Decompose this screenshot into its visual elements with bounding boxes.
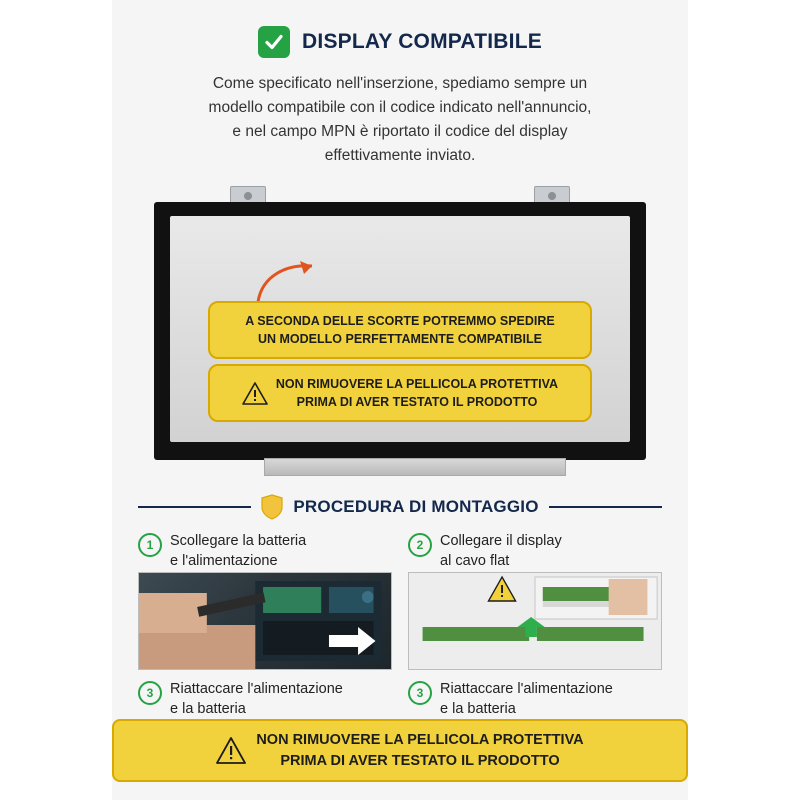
shield-icon [261,494,283,520]
step-text-line-2: e la batteria [440,700,516,717]
divider-right [549,506,662,508]
flat-cable-photo [408,572,662,670]
step-3 [138,680,392,720]
compatibility-banner-line-1: A SECONDA DELLE SCORTE POTREMMO SPEDIRE [245,314,555,329]
step-number: 2 [408,533,432,557]
intro-paragraph [140,72,660,168]
step-text-line-1: Riattaccare l'alimentazione [170,681,343,698]
compatibility-banner [208,301,592,359]
procedure-header [138,494,662,520]
curved-arrow-icon [252,258,322,306]
page-title: DISPLAY COMPATIBILE [302,30,542,53]
bottom-warning-banner [112,719,688,782]
step-number: 1 [138,533,162,557]
step-4 [408,680,662,720]
intro-line-4: effettivamente inviato. [324,147,476,165]
intro-line-3: e nel campo MPN è riportato il codice del display [232,123,568,141]
intro-line-1: Come specificato nell'inserzione, spediamo sempre un [212,75,588,92]
step-2 [408,532,662,572]
step-text-line-1: Collegare il display [440,533,562,550]
step-text-line-2: e l'alimentazione [170,552,278,569]
procedure-steps [138,532,662,720]
warning-triangle-icon [216,737,246,764]
step-text-line-1: Riattaccare l'alimentazione [440,681,613,698]
step-text-line-1: Scollegare la batteria [170,533,307,550]
right-margin [688,0,800,800]
step-text-line-2: e la batteria [170,700,246,717]
check-icon [258,26,290,58]
content-column [112,0,688,800]
film-warning-line-1: NON RIMUOVERE LA PELLICOLA PROTETTIVA [275,377,559,392]
display-illustration [154,186,646,476]
header [112,0,688,58]
left-margin [0,0,112,800]
laptop-internals-photo [138,572,392,670]
compatibility-banner-line-2: UN MODELLO PERFETTAMENTE COMPATIBILE [257,332,542,347]
warning-triangle-icon [242,382,268,405]
film-warning-line-2: PRIMA DI AVER TESTATO IL PRODOTTO [296,395,538,410]
step-text-line-2: al cavo flat [440,552,510,569]
bottom-warning-line-2: PRIMA DI AVER TESTATO IL PRODOTTO [280,752,560,769]
step-1 [138,532,392,572]
film-warning-banner [208,364,592,422]
bottom-warning-line-1: NON RIMUOVERE LA PELLICOLA PROTETTIVA [256,732,584,749]
divider-left [138,506,251,508]
intro-line-2: modello compatibile con il codice indicato nell'annuncio, [208,99,592,117]
procedure-title: PROCEDURA DI MONTAGGIO [293,497,539,517]
screen-foil-strip [264,458,566,476]
step-number: 3 [138,681,162,705]
step-number: 3 [408,681,432,705]
